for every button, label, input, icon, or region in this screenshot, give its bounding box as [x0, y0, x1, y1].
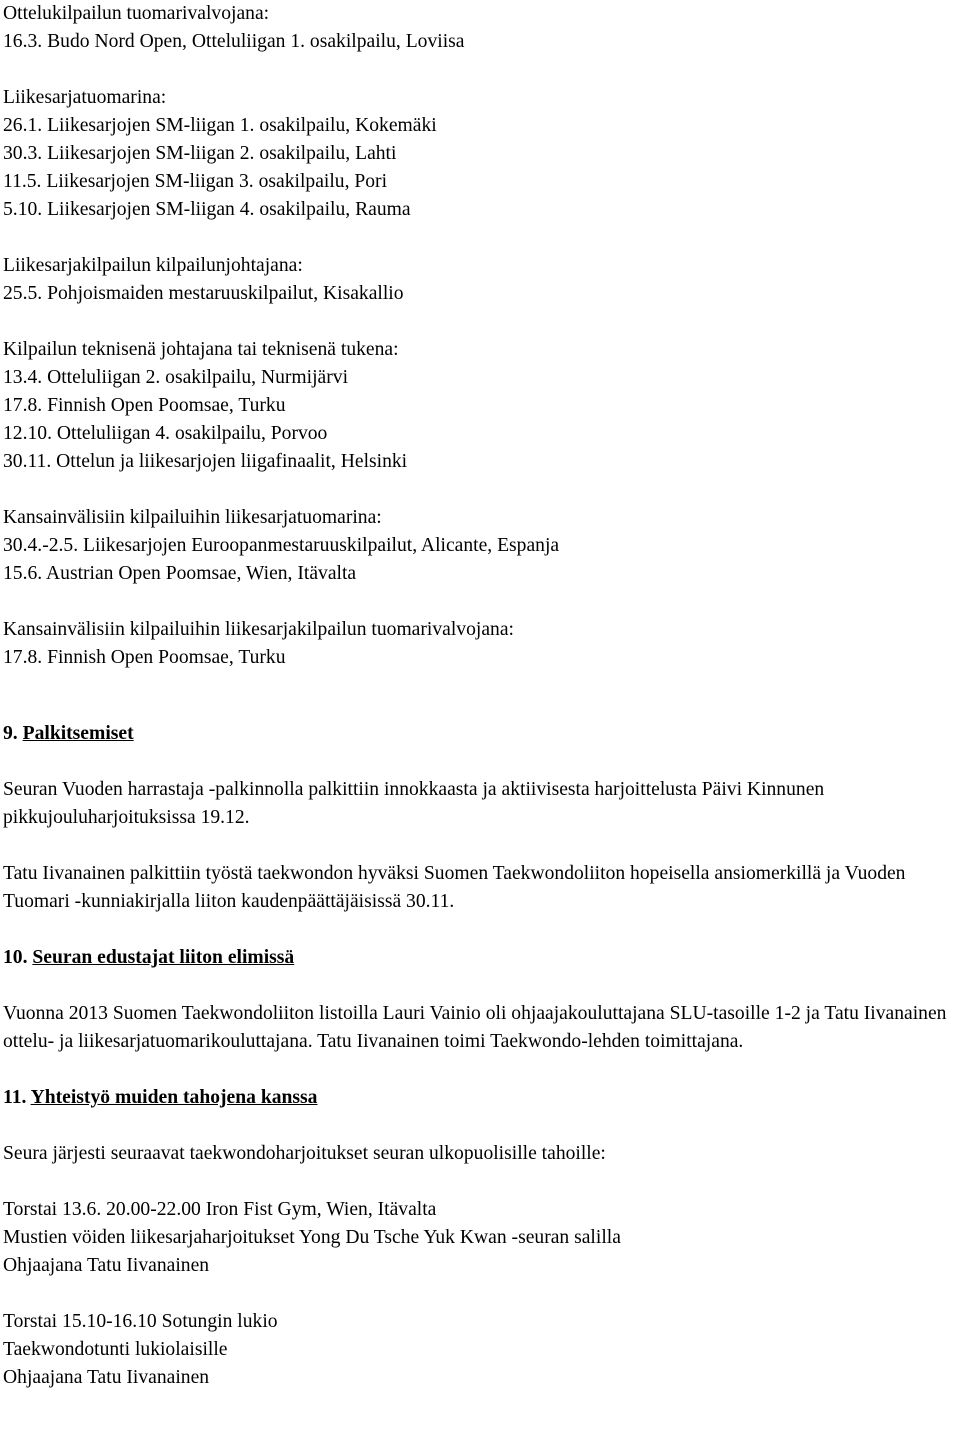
- event-line: Torstai 15.10-16.10 Sotungin lukio: [3, 1311, 278, 1332]
- list-item: 30.4.-2.5. Liikesarjojen Euroopanmestaruuskilpailut, Alicante, Espanja: [3, 535, 560, 556]
- event-line: Torstai 13.6. 20.00-22.00 Iron Fist Gym, Wien, Itävalta: [3, 1199, 437, 1220]
- list-item: 17.8. Finnish Open Poomsae, Turku: [3, 647, 286, 668]
- paragraph: Tatu Iivanainen palkittiin työstä taekwondon hyväksi Suomen Taekwondoliiton hopeisella ansiomerkillä ja Vuoden Tuomari -kunniakirjalla liiton kaudenpäättäjäisissä 30.11.: [3, 863, 906, 912]
- section-label: Liikesarjatuomarina:: [3, 87, 167, 108]
- list-item: 12.10. Otteluliigan 4. osakilpailu, Porvoo: [3, 423, 328, 444]
- section-label: Liikesarjakilpailun kilpailunjohtajana:: [3, 255, 303, 276]
- heading-number: 9.: [3, 723, 18, 744]
- list-item: 15.6. Austrian Open Poomsae, Wien, Itävalta: [3, 563, 357, 584]
- section-forms-judge: [3, 84, 957, 224]
- section-fight-supervisor: [3, 0, 957, 56]
- section-heading: [3, 944, 957, 972]
- event-line: Ohjaajana Tatu Iivanainen: [3, 1255, 210, 1276]
- list-item: 13.4. Otteluliigan 2. osakilpailu, Nurmijärvi: [3, 367, 349, 388]
- heading-number: 11.: [3, 1087, 27, 1108]
- list-item: 30.3. Liikesarjojen SM-liigan 2. osakilpailu, Lahti: [3, 143, 397, 164]
- section-heading: [3, 1084, 957, 1112]
- document-page: [3, 0, 957, 1392]
- section-label: Kansainvälisiin kilpailuihin liikesarjakilpailun tuomarivalvojana:: [3, 619, 514, 640]
- section-label: Ottelukilpailun tuomarivalvojana:: [3, 3, 270, 24]
- paragraph: Seura järjesti seuraavat taekwondoharjoitukset seuran ulkopuolisille tahoille:: [3, 1143, 606, 1164]
- event-line: Mustien vöiden liikesarjaharjoitukset Yong Du Tsche Yuk Kwan -seuran salilla: [3, 1227, 621, 1248]
- heading-title: Seuran edustajat liiton elimissä: [32, 947, 295, 968]
- section-forms-director: [3, 252, 957, 308]
- list-item: 11.5. Liikesarjojen SM-liigan 3. osakilpailu, Pori: [3, 171, 388, 192]
- section-10-representatives: [3, 944, 957, 1056]
- heading-number: 10.: [3, 947, 28, 968]
- section-11-cooperation: [3, 1084, 957, 1392]
- section-label: Kilpailun teknisenä johtajana tai teknisenä tukena:: [3, 339, 399, 360]
- event-line: Ohjaajana Tatu Iivanainen: [3, 1367, 210, 1388]
- section-heading: [3, 720, 957, 748]
- section-intl-supervisor: [3, 616, 957, 672]
- event-block: [3, 1196, 957, 1280]
- section-9-awards: [3, 720, 957, 916]
- paragraph: Seuran Vuoden harrastaja -palkinnolla palkittiin innokkaasta ja aktiivisesta harjoittelusta Päivi Kinnunen pikkujouluharjoituksissa 19.12.: [3, 779, 825, 828]
- list-item: 17.8. Finnish Open Poomsae, Turku: [3, 395, 286, 416]
- list-item: 30.11. Ottelun ja liikesarjojen liigafinaalit, Helsinki: [3, 451, 408, 472]
- list-item: 16.3. Budo Nord Open, Otteluliigan 1. osakilpailu, Loviisa: [3, 31, 465, 52]
- heading-title: Palkitsemiset: [22, 723, 134, 744]
- heading-title: Yhteistyö muiden tahojena kanssa: [30, 1087, 318, 1108]
- section-label: Kansainvälisiin kilpailuihin liikesarjatuomarina:: [3, 507, 382, 528]
- list-item: 5.10. Liikesarjojen SM-liigan 4. osakilpailu, Rauma: [3, 199, 411, 220]
- event-block: [3, 1308, 957, 1392]
- list-item: 26.1. Liikesarjojen SM-liigan 1. osakilpailu, Kokemäki: [3, 115, 437, 136]
- section-technical-director: [3, 336, 957, 476]
- section-intl-forms-judge: [3, 504, 957, 588]
- paragraph: Vuonna 2013 Suomen Taekwondoliiton listoilla Lauri Vainio oli ohjaajakouluttajana SLU-tasoille 1-2 ja Tatu Iivanainen ottelu- ja liikesarjatuomarikouluttajana. Tatu Iivanainen toimi Taekwondo-lehden toimittajana.: [3, 1003, 947, 1052]
- event-line: Taekwondotunti lukiolaisille: [3, 1339, 228, 1360]
- list-item: 25.5. Pohjoismaiden mestaruuskilpailut, Kisakallio: [3, 283, 404, 304]
